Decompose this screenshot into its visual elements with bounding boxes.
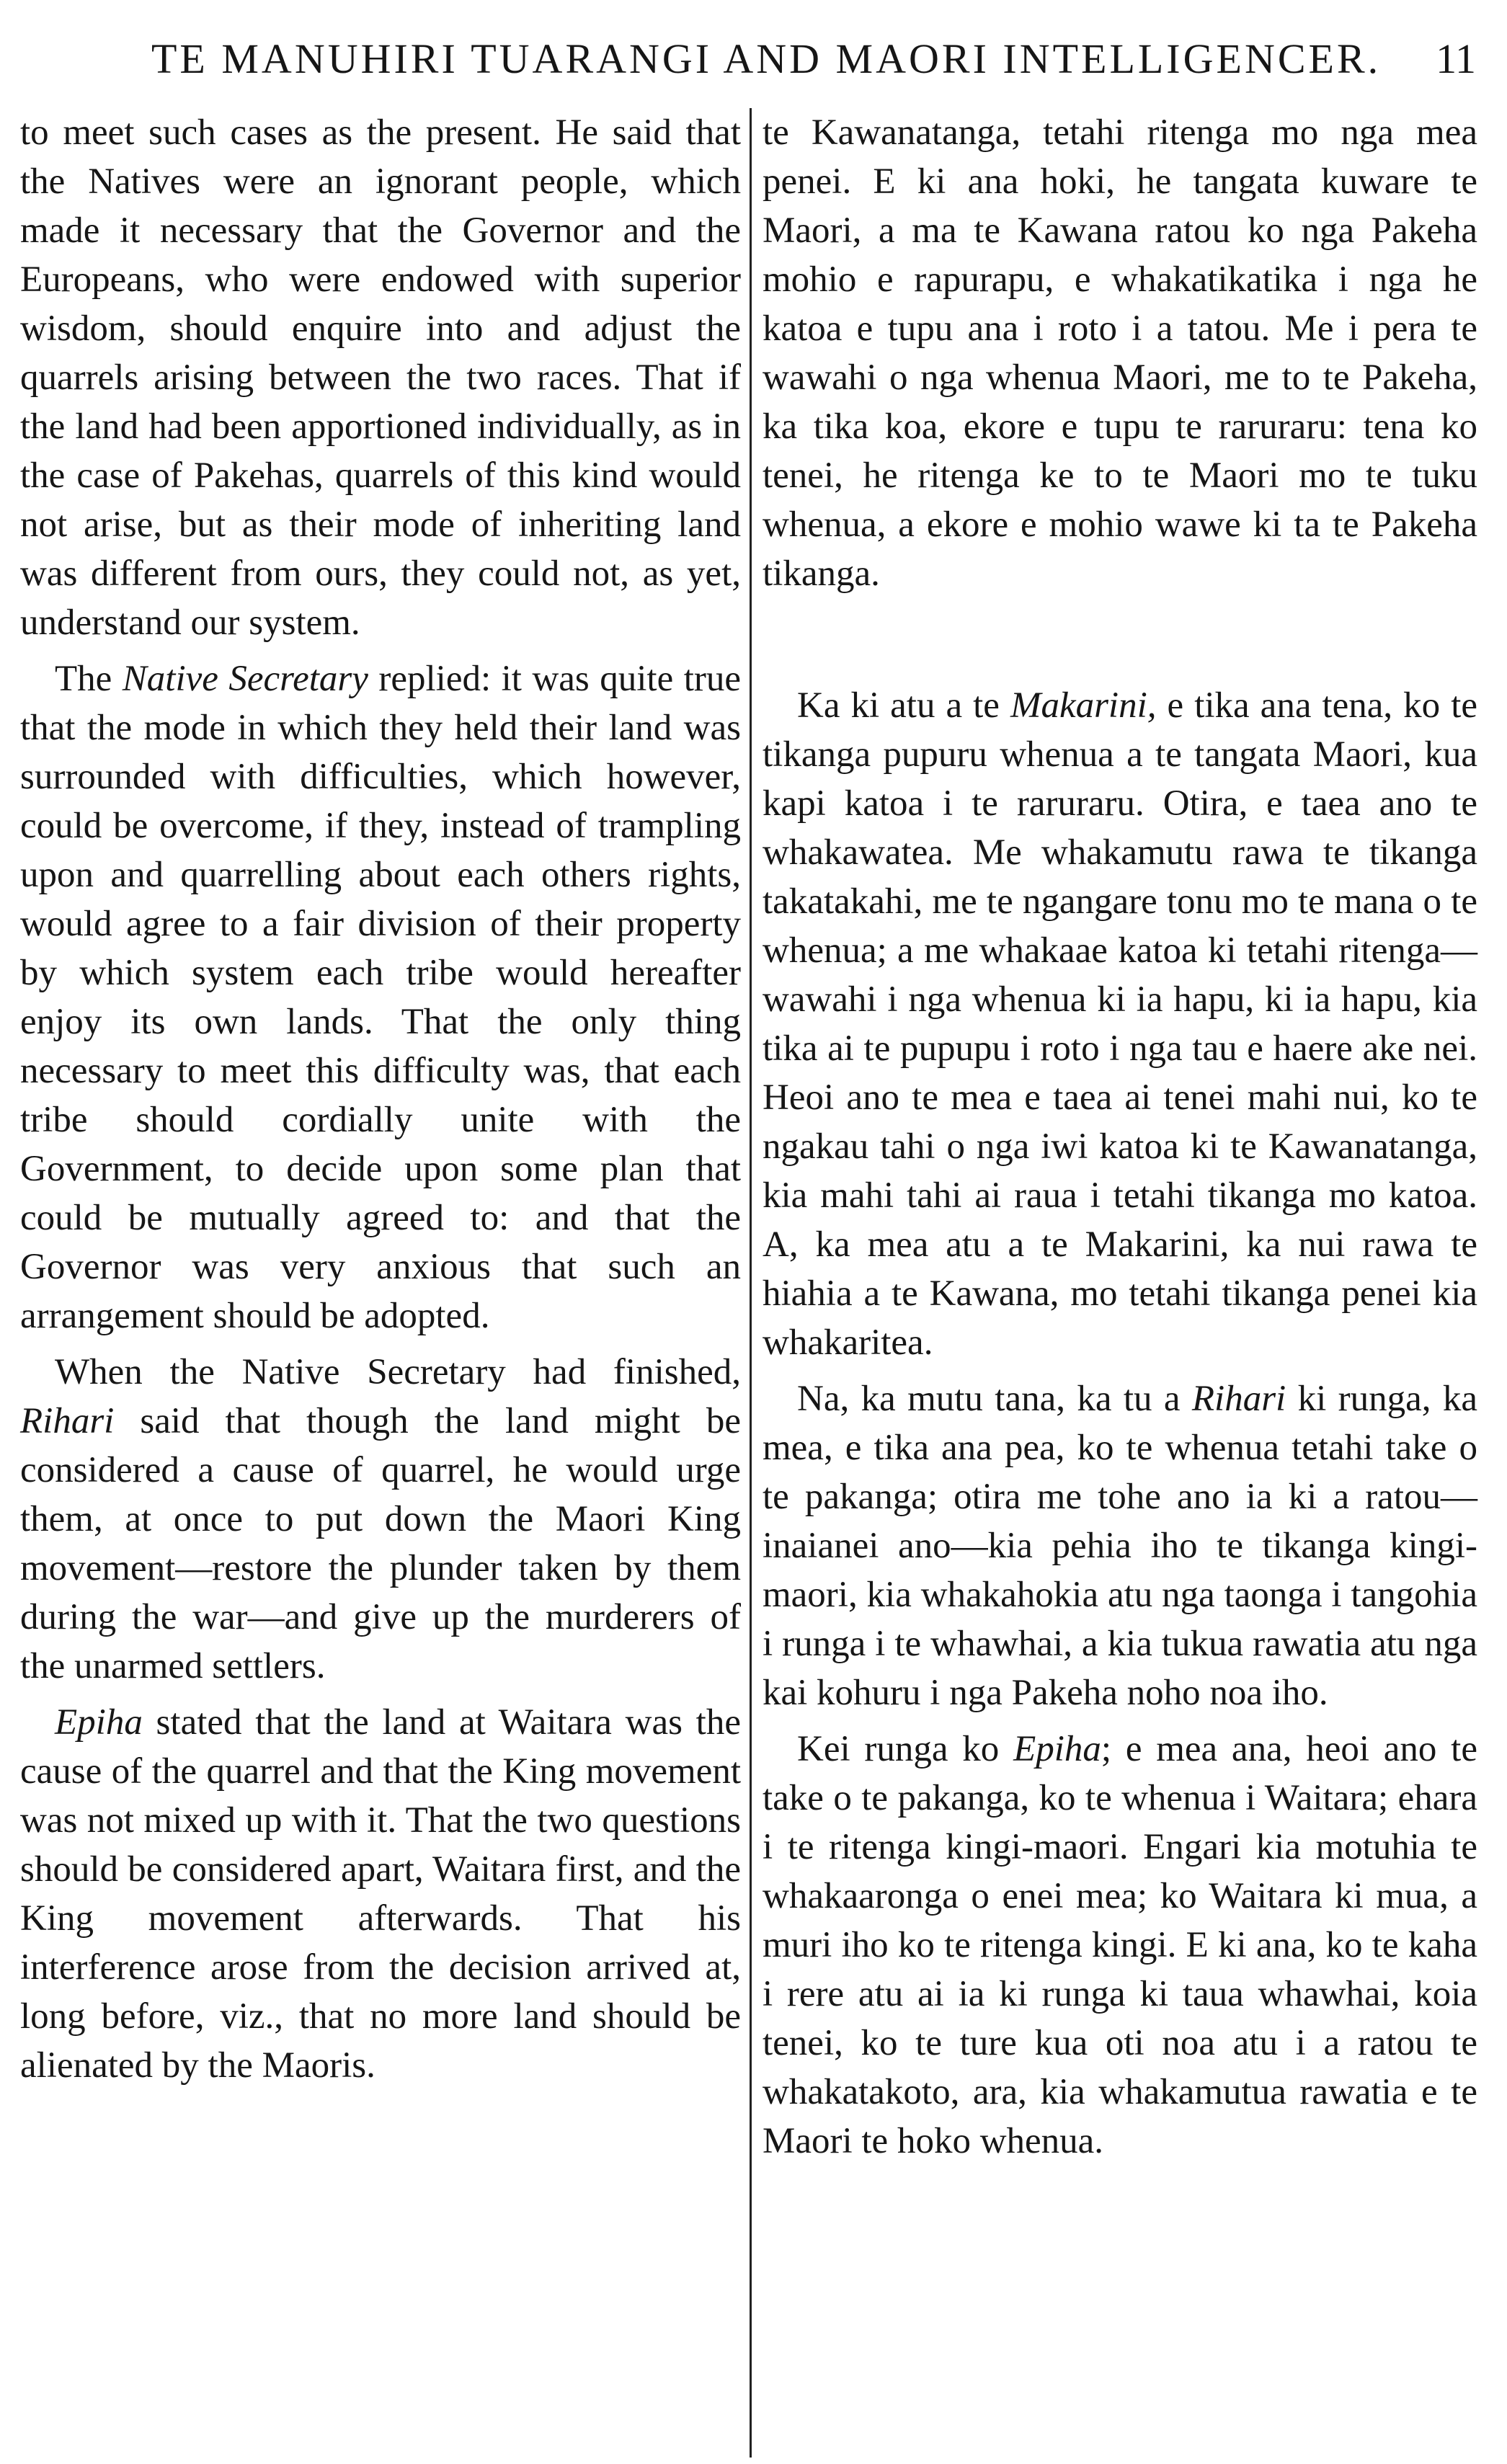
right-paragraph-1: te Kawanatanga, tetahi ritenga mo nga mea penei. E ki ana hoki, he tangata kuware te Maori, a ma te Kawana ratou ko nga Pakeha mohio e rapurapu, e whakatikatika i nga he katoa e tupu ana i roto i a tatou. Me i pera te wawahi o nga whenua Maori, me to te Pakeha, ka tika koa, ekore e tupu te raruraru: tena ko tenei, he ritenga ke to te Maori mo te tuku whenua, a ekore e mohio wawe ki ta te Pakeha tikanga. xyxy=(763,112,1477,594)
speaker-name: Rihari xyxy=(20,1401,115,1441)
left-paragraph-3 xyxy=(20,1348,741,1691)
text-run: When the Native Secretary had finished, xyxy=(55,1352,741,1392)
text-run: replied: it was quite true that the mode in which they held their land was surrounded with difficulties, which however, could be overcome, if they, instead of trampling upon and quarrelling about each others rights, would agree to a fair division of their property by which system each tribe would hereafter enjoy its own lands. That the only thing necessary to meet this difficulty was, that each tribe should cordially unite with the Government, to decide upon some plan that could be mutually agreed to: and that the Governor was very anxious that such an arrangement should be adopted. xyxy=(20,659,741,1336)
right-column-maori xyxy=(763,108,1477,2173)
paragraph-gap xyxy=(763,605,1477,681)
page-number: 11 xyxy=(1436,35,1476,82)
running-title: TE MANUHIRI TUARANGI AND MAORI INTELLIGENCER. xyxy=(151,35,1382,82)
column-divider xyxy=(750,108,752,2458)
left-paragraph-1: to meet such cases as the present. He said that the Natives were an ignorant people, which made it necessary that the Governor and the Europeans, who were endowed with superior wisdom, should enquire into and adjust the quarrels arising between the two races. That if the land had been apportioned individually, as in the case of Pakehas, quarrels of this kind would not arise, but as their mode of inheriting land was different from ours, they could not, as yet, understand our system. xyxy=(20,112,741,643)
left-column-english xyxy=(20,108,741,2097)
right-paragraph-4 xyxy=(763,1725,1477,2166)
right-paragraph-2 xyxy=(763,681,1477,1367)
right-paragraph-3 xyxy=(763,1374,1477,1717)
text-run: Kei runga ko xyxy=(797,1729,1014,1769)
speaker-name: Epiha xyxy=(1013,1729,1101,1769)
text-run: ki runga, ka mea, e tika ana pea, ko te whenua tetahi take o te pakanga; otira me tohe ano ia ki a ratou—inaianei ano—kia pehia iho te tikanga kingi-maori, kia whakahokia atu nga taonga i tangohia i runga i te whawhai, a kia tukua rawatia atu nga kai kohuru i nga Pakeha noho noa iho. xyxy=(763,1379,1477,1713)
text-run: The xyxy=(55,659,123,699)
text-run: Ka ki atu a te xyxy=(797,685,1010,726)
left-paragraph-4 xyxy=(20,1698,741,2090)
speaker-name: Epiha xyxy=(55,1702,143,1743)
text-run: stated that the land at Waitara was the cause of the quarrel and that the King movement was not mixed up with it. That the two questions should be considered apart, Waitara first, and the King movement afterwards. That his interference arose from the decision arrived at, long before, viz., that no more land should be alienated by the Maoris. xyxy=(20,1702,741,2086)
speaker-name: Makarini, xyxy=(1010,685,1157,726)
text-run: said that though the land might be considered a cause of quarrel, he would urge them, at once to put down the Maori King movement—restore the plunder taken by them during the war—and give up the murderers of the unarmed settlers. xyxy=(20,1401,741,1686)
text-run: Na, ka mutu tana, ka tu a xyxy=(797,1379,1192,1419)
left-paragraph-2 xyxy=(20,654,741,1340)
page-header xyxy=(108,22,1485,86)
speaker-name: Rihari xyxy=(1191,1379,1286,1419)
text-run: e tika ana tena, ko te tikanga pupuru whenua a te tangata Maori, kua kapi katoa i te raruraru. Otira, e taea ano te whakawatea. Me whakamutu rawa te tikanga takatakahi, me te ngangare tonu mo te mana o te whenua; a me whakaae katoa ki tetahi ritenga—wawahi i nga whenua ki ia hapu, ki ia hapu, kia tika ai te pupupu i roto i nga tau e haere ake nei. Heoi ano te mea e taea ai tenei mahi nui, ko te ngakau tahi o nga iwi katoa ki te Kawanatanga, kia mahi tahi ai raua i tetahi tikanga mo katoa. A, ka mea atu a te Makarini, ka nui rawa te hiahia a te Kawana, mo tetahi tikanga penei kia whakaritea. xyxy=(763,685,1477,1363)
text-run: ; e mea ana, heoi ano te take o te pakanga, ko te whenua i Waitara; ehara i te ritenga kingi-maori. Engari kia motuhia te whakaaronga o enei mea; ko Waitara ki mua, a muri iho ko te ritenga kingi. E ki ana, ko te kaha i rere atu ai ia ki runga ki taua whawhai, koia tenei, ko te ture kua oti noa atu i a ratou te whakatakoto, ara, kia whakamutua rawatia e te Maori te hoko whenua. xyxy=(763,1729,1477,2161)
speaker-name: Native Secretary xyxy=(122,659,368,699)
